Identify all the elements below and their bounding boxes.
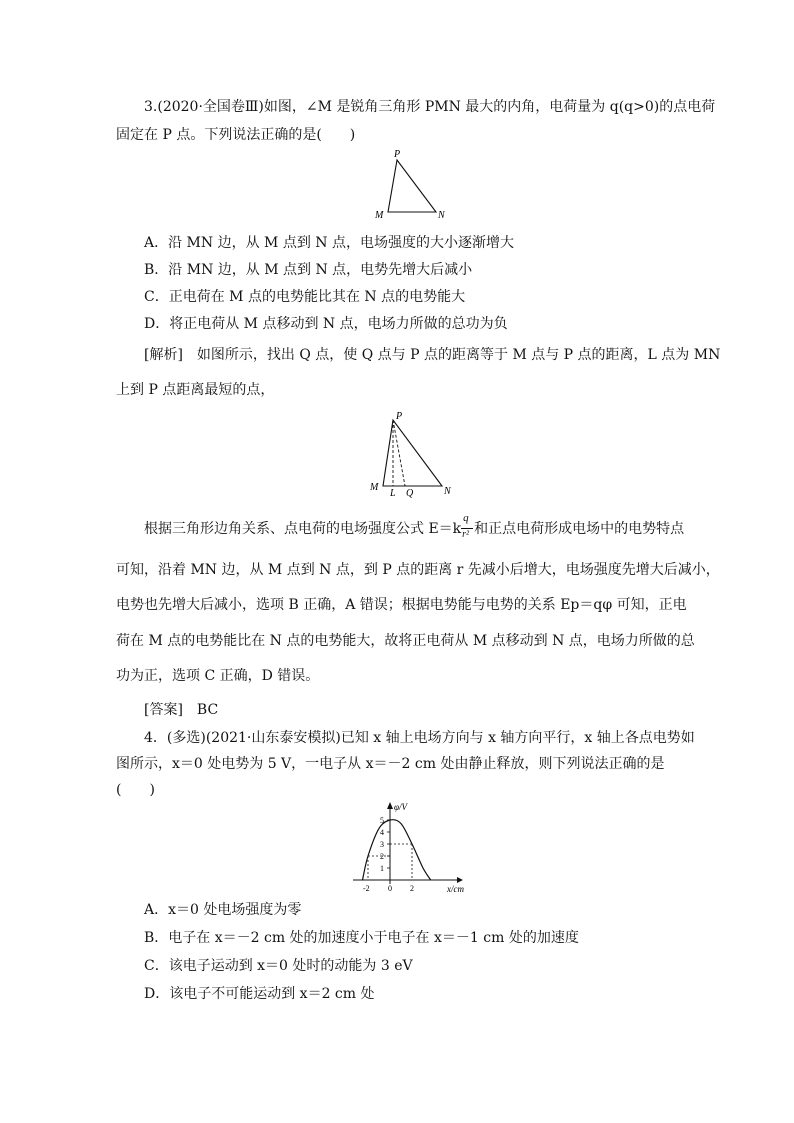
q4-stem-line2: 图所示，x＝0 处电势为 5 V，一电子从 x＝－2 cm 处由静止释放，则下列说法正确的是 <box>116 756 665 772</box>
x-tick-label: 2 <box>410 884 414 892</box>
triangle-pmn-figure <box>370 148 460 224</box>
fig1-label-n: N <box>438 210 445 221</box>
q3-option-c: C．正电荷在 M 点的电势能比其在 N 点的电势能大 <box>144 289 466 305</box>
q3-stem-line1: 3.(2020·全国卷Ⅲ)如图，∠M 是锐角三角形 PMN 最大的内角，电荷量为 q(q>0)的点电荷 <box>144 99 716 115</box>
y-axis-arrow <box>387 802 393 809</box>
fraction-numerator: q <box>463 512 469 524</box>
x-axis-arrow <box>457 877 463 883</box>
q3-option-d: D．将正电荷从 M 点移动到 N 点，电场力所做的总功为负 <box>144 316 508 332</box>
fig1-label-m: M <box>375 210 384 221</box>
q3-answer: [答案] BC <box>144 702 219 718</box>
fig1-label-p: P <box>394 149 401 160</box>
y-tick-label: 5 <box>380 816 384 825</box>
fig2-label-n: N <box>444 486 451 497</box>
q4-option-a: A．x＝0 处电场强度为零 <box>144 902 302 918</box>
q4-option-b: B．电子在 x＝－2 cm 处的加速度小于电子在 x＝－1 cm 处的加速度 <box>144 930 579 946</box>
q4-option-c: C．该电子运动到 x＝0 处时的动能为 3 eV <box>144 958 413 974</box>
q4-stem-line3: ( ) <box>116 782 155 798</box>
y-tick-label: 4 <box>380 828 384 837</box>
q3-body-line2: 可知，沿着 MN 边，从 M 点到 N 点，到 P 点的距离 r 先减小后增大，电场强度先增大后减小， <box>116 562 720 578</box>
q3-option-b: B．沿 MN 边，从 M 点到 N 点，电势先增大后减小 <box>144 262 473 278</box>
q3-analysis-line2: 上到 P 点距离最短的点， <box>116 382 275 398</box>
x-axis-label: x/cm <box>447 884 464 892</box>
fraction-denominator: r² <box>462 529 470 540</box>
potential-curve <box>363 820 431 880</box>
q3-body-line5: 功为正，选项 C 正确，D 错误。 <box>116 668 320 684</box>
q4-stem-line1: 4．(多选)(2021·山东泰安模拟)已知 x 轴上电场方向与 x 轴方向平行，x 轴上各点电势如 <box>144 730 695 746</box>
q3-body-line1 <box>144 512 685 540</box>
fig2-label-q: Q <box>406 488 414 498</box>
potential-chart <box>345 800 475 892</box>
coulomb-fraction <box>461 512 474 540</box>
q3-option-a: A．沿 MN 边，从 M 点到 N 点，电场强度的大小逐渐增大 <box>144 235 514 251</box>
y-tick-label: 3 <box>380 840 384 849</box>
q4-option-d: D．该电子不可能运动到 x＝2 cm 处 <box>144 986 375 1002</box>
x-tick-label: -2 <box>363 884 370 892</box>
fig2-label-m: M <box>370 482 379 493</box>
x-tick-label: 0 <box>388 884 392 892</box>
y-tick-label: 1 <box>380 864 384 873</box>
q3-stem-line2: 固定在 P 点。下列说法正确的是( ) <box>116 127 356 143</box>
fig2-label-p: P <box>396 411 403 422</box>
q3-body-line1-pre: 根据三角形边角关系、点电荷的电场强度公式 E＝k <box>144 521 462 537</box>
q3-body-line3: 电势也先增大后减小，选项 B 正确，A 错误；根据电势能与电势的关系 Ep＝qφ 可知，正电 <box>116 597 687 613</box>
y-tick-label: 2 <box>380 852 384 861</box>
q3-analysis-line1: [解析] 如图所示，找出 Q 点，使 Q 点与 P 点的距离等于 M 点与 P 点的距离，L 点为 MN <box>144 347 721 363</box>
q3-body-line4: 荷在 M 点的电势能比在 N 点的电势能大，故将正电荷从 M 点移动到 N 点，电场力所做的总 <box>116 633 695 649</box>
triangle-pmlqn-figure <box>362 406 462 498</box>
q3-body-line1-post: 和正点电荷形成电场中的电势特点 <box>474 521 685 537</box>
fig2-label-l: L <box>390 488 396 498</box>
y-axis-label: φ/V <box>394 802 407 812</box>
